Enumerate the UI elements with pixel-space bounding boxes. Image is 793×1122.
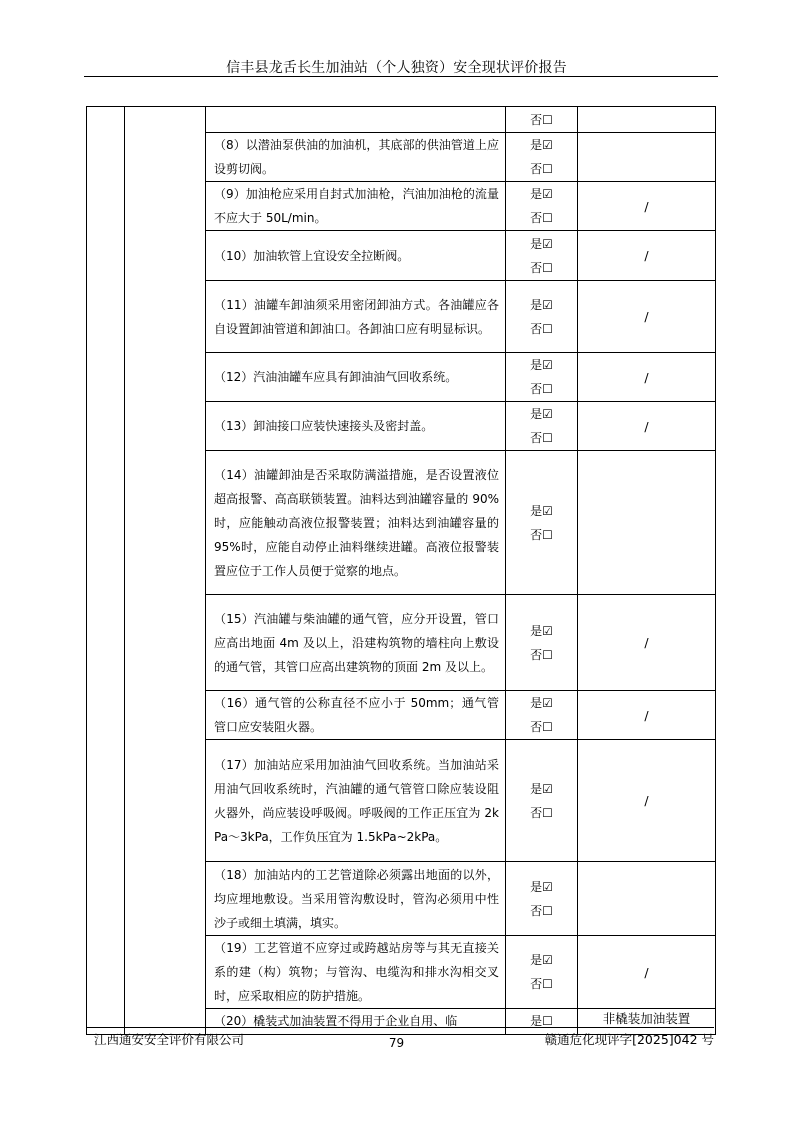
check-result-option: 是☑ — [530, 236, 553, 251]
check-result-option: 是☑ — [530, 879, 553, 894]
remark-cell: / — [578, 353, 716, 402]
check-result-cell — [506, 740, 578, 862]
remark-cell: / — [578, 691, 716, 740]
check-result-option: 是☑ — [530, 297, 553, 312]
remark-cell — [578, 451, 716, 595]
check-result-option: 否☐ — [530, 431, 553, 445]
footer-rule — [86, 1027, 714, 1028]
check-item-text: （15）汽油罐与柴油罐的通气管，应分开设置，管口应高出地面 4m 及以上，沿建构筑物的墙柱向上敷设的通气管，其管口应高出建筑物的顶面 2m 及以上。 — [206, 595, 506, 691]
footer-company: 江西通安安全评价有限公司 — [94, 1032, 245, 1047]
checklist-table — [86, 106, 716, 1035]
check-result-option: 否☐ — [530, 112, 553, 127]
check-item-text: （9）加油枪应采用自封式加油枪，汽油加油枪的流量不应大于 50L/min。 — [206, 182, 506, 231]
check-result-option: 否☐ — [530, 647, 553, 662]
page-header-title: 信丰县龙舌长生加油站（个人独资）安全现状评价报告 — [226, 60, 567, 76]
check-result-option: 是☑ — [530, 407, 553, 421]
check-item-text: （11）油罐车卸油须采用密闭卸油方式。各油罐应各自设置卸油管道和卸油口。各卸油口应有明显标识。 — [206, 281, 506, 353]
remark-cell: / — [578, 595, 716, 691]
check-result-option: 否☐ — [530, 903, 553, 918]
category-cell — [87, 107, 125, 1035]
remark-cell — [578, 133, 716, 182]
check-item-text: （14）油罐卸油是否采取防满溢措施，是否设置液位超高报警、高高联锁装置。油料达到油罐容量的 90%时，应能触动高液位报警装置；油料达到油罐容量的 95%时，应能自动停止油料继续进罐。高液位报警装置应位于工作人员便于觉察的地点。 — [206, 451, 506, 595]
check-result-option: 否☐ — [530, 382, 553, 396]
check-result-cell — [506, 936, 578, 1009]
check-result-option: 否☐ — [530, 720, 553, 734]
check-item-text: （20）橇装式加油装置不得用于企业自用、临 — [206, 1009, 506, 1035]
check-result-cell — [506, 402, 578, 451]
check-item-text: （19）工艺管道不应穿过或跨越站房等与其无直接关系的建（构）筑物；与管沟、电缆沟和排水沟相交叉时，应采取相应的防护措施。 — [206, 936, 506, 1009]
check-item-text: （13）卸油接口应装快速接头及密封盖。 — [206, 402, 506, 451]
remark-cell: / — [578, 740, 716, 862]
check-item-text: （10）加油软管上宜设安全拉断阀。 — [206, 231, 506, 281]
check-result-option: 是☑ — [530, 358, 553, 372]
check-result-option: 否☐ — [530, 527, 553, 542]
footer-doc-number: 赣通危化现评字[2025]042 号 — [544, 1032, 714, 1047]
remark-cell — [578, 107, 716, 133]
remark-cell: / — [578, 402, 716, 451]
check-result-option: 否☐ — [530, 321, 553, 336]
check-item-text — [206, 107, 506, 133]
subcategory-cell — [125, 107, 206, 1035]
check-result-option: 否☐ — [530, 162, 553, 176]
check-result-cell — [506, 133, 578, 182]
check-result-option: 是☑ — [530, 781, 553, 796]
check-result-option: 是☑ — [530, 953, 553, 967]
check-result-cell — [506, 107, 578, 133]
check-result-option: 是☑ — [530, 503, 553, 518]
check-result-option: 是☑ — [530, 623, 553, 638]
table-row — [87, 107, 716, 133]
check-item-text: （16）通气管的公称直径不应小于 50mm；通气管管口应安装阻火器。 — [206, 691, 506, 740]
check-item-text: （8）以潜油泵供油的加油机，其底部的供油管道上应设剪切阀。 — [206, 133, 506, 182]
check-result-cell — [506, 281, 578, 353]
remark-cell — [578, 862, 716, 936]
check-item-text: （17）加油站应采用加油油气回收系统。当加油站采用油气回收系统时，汽油罐的通气管管口除应装设阻火器外，尚应装设呼吸阀。呼吸阀的工作正压宜为 2kPa～3kPa，工作负压宜为 1.5kPa~2kPa。 — [206, 740, 506, 862]
check-result-option: 否☐ — [530, 211, 553, 225]
check-item-text: （18）加油站内的工艺管道除必须露出地面的以外，均应埋地敷设。当采用管沟敷设时，管沟必须用中性沙子或细土填满，填实。 — [206, 862, 506, 936]
header-rule — [84, 76, 718, 77]
check-result-cell — [506, 595, 578, 691]
remark-cell: / — [578, 281, 716, 353]
check-result-option: 否☐ — [530, 260, 553, 275]
check-result-cell — [506, 862, 578, 936]
footer-page-number: 79 — [388, 1036, 405, 1050]
check-result-cell — [506, 182, 578, 231]
check-result-option: 是☑ — [530, 187, 553, 201]
remark-cell: / — [578, 936, 716, 1009]
check-result-option: 否☐ — [530, 805, 553, 820]
check-result-cell — [506, 353, 578, 402]
remark-cell: / — [578, 182, 716, 231]
check-result-option: 是☑ — [530, 138, 553, 152]
check-item-text: （12）汽油油罐车应具有卸油油气回收系统。 — [206, 353, 506, 402]
remark-cell: / — [578, 231, 716, 281]
check-result-option: 是☑ — [530, 696, 553, 710]
check-result-cell — [506, 691, 578, 740]
check-result-cell — [506, 451, 578, 595]
check-result-cell — [506, 231, 578, 281]
check-result-option: 否☐ — [530, 977, 553, 991]
check-result-option: 是☐ — [530, 1014, 553, 1028]
remark-cell: 非橇装加油装置 — [578, 1009, 716, 1035]
